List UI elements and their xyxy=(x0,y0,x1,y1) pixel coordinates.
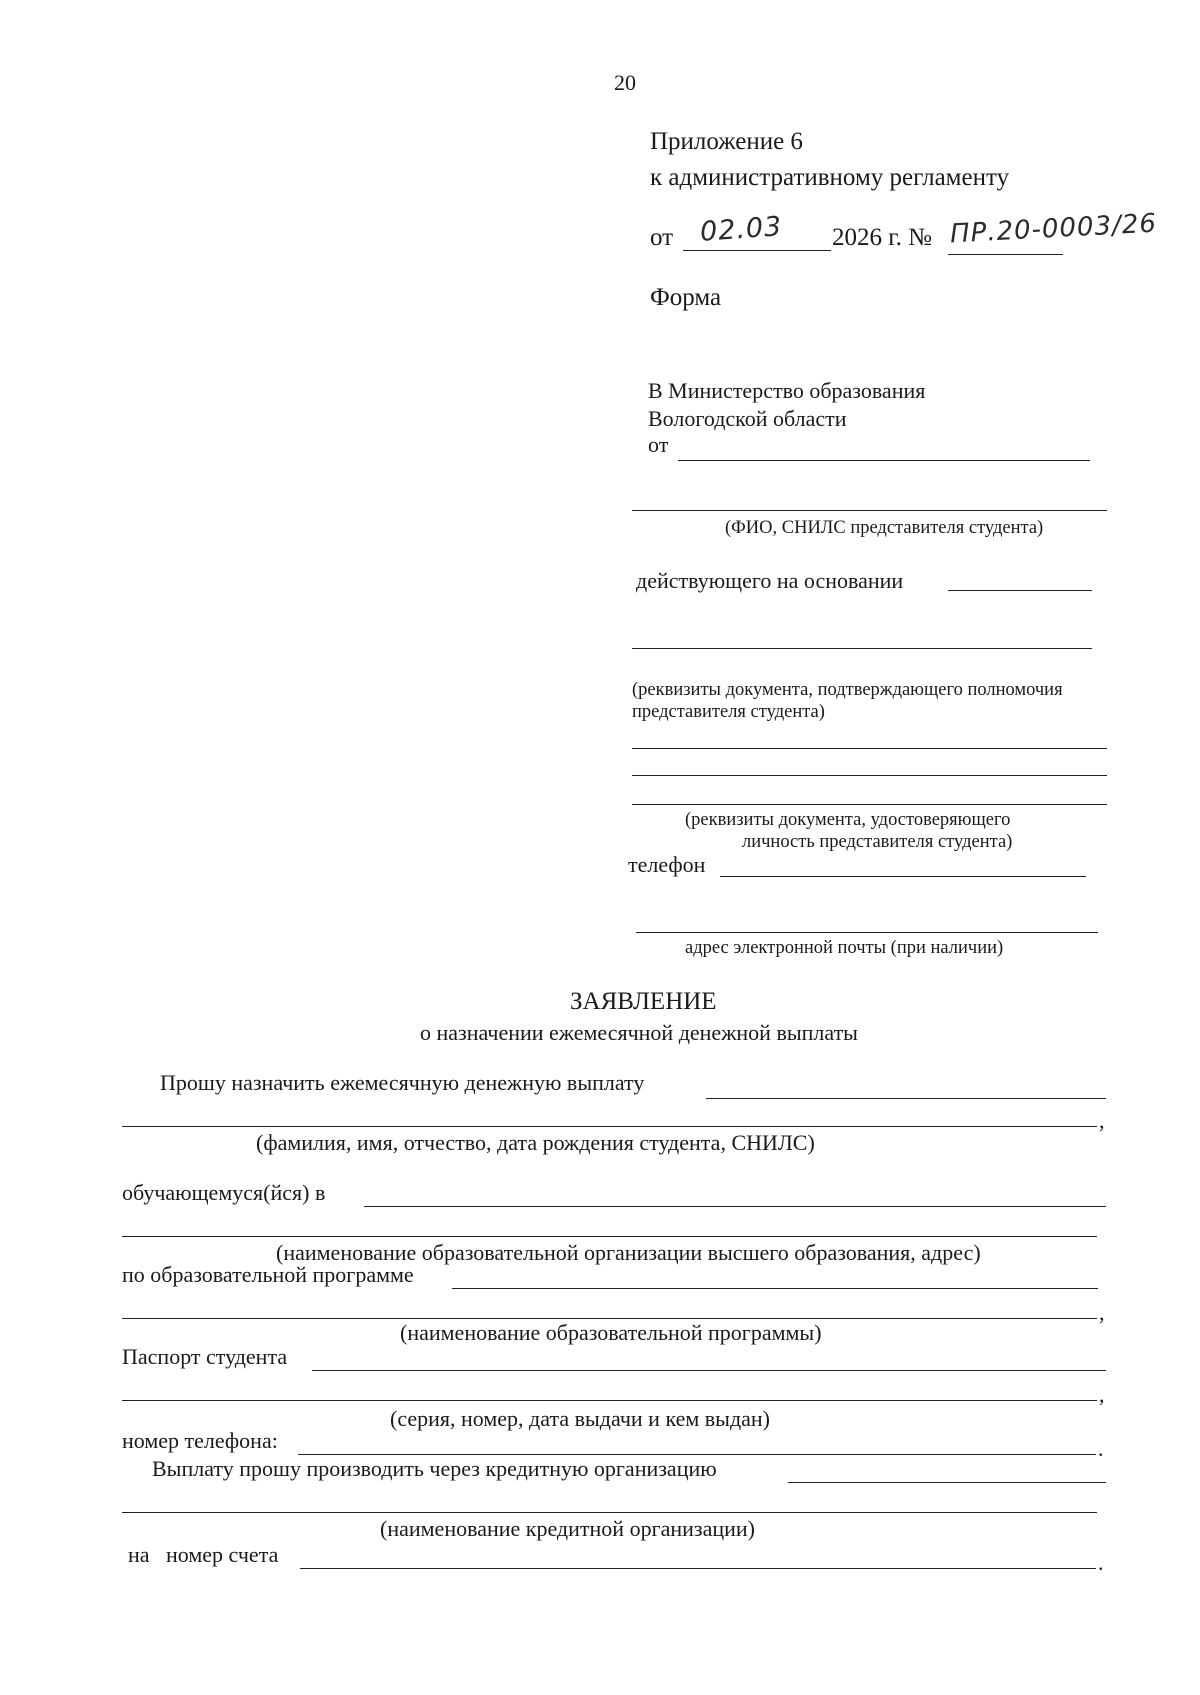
credit-org-line-1 xyxy=(788,1482,1106,1483)
phone-line xyxy=(720,876,1086,877)
payment-text: Выплату прошу производить через кредитную организацию xyxy=(152,1456,717,1481)
phone-label: телефон xyxy=(628,852,706,877)
identity-doc-line-2 xyxy=(632,775,1107,776)
credit-org-caption: (наименование кредитной организации) xyxy=(380,1516,755,1541)
acting-basis-label: действующего на основании xyxy=(636,568,904,593)
program-line-2 xyxy=(122,1318,1097,1319)
organization-caption: (наименование образовательной организации высшего образования, адрес) xyxy=(276,1240,981,1265)
date-field-line xyxy=(683,250,831,251)
period-2: . xyxy=(1098,1550,1104,1575)
student-line-1 xyxy=(706,1098,1106,1099)
date-prefix: от xyxy=(650,224,674,251)
passport-line-1 xyxy=(312,1370,1106,1371)
credit-org-line-2 xyxy=(122,1512,1097,1513)
application-title: ЗАЯВЛЕНИЕ xyxy=(570,988,717,1015)
account-number-label: номер счета xyxy=(166,1542,279,1567)
application-subtitle: о назначении ежемесячной денежной выплаты xyxy=(420,1020,858,1045)
account-number-line xyxy=(300,1568,1096,1569)
identity-doc-line-1 xyxy=(632,748,1107,749)
identity-caption-1: (реквизиты документа, удостоверяющего xyxy=(685,810,1011,830)
applicant-name-line-1 xyxy=(678,460,1090,461)
number-field-line xyxy=(948,254,1063,255)
email-caption: адрес электронной почты (при наличии) xyxy=(685,938,1004,958)
addressee-line-2: Вологодской области xyxy=(648,406,847,431)
acting-basis-line xyxy=(948,590,1092,591)
request-text: Прошу назначить ежемесячную денежную выплату xyxy=(160,1070,645,1095)
student-line-2 xyxy=(122,1126,1097,1127)
handwritten-date: 02.03 xyxy=(699,211,784,248)
year-number-label: 2026 г. № xyxy=(832,224,933,251)
account-on-label: на xyxy=(128,1542,150,1567)
identity-caption-2: личность представителя студента) xyxy=(742,832,1013,852)
applicant-name-line-2 xyxy=(632,510,1107,511)
student-caption: (фамилия, имя, отчество, дата рождения студента, СНИЛС) xyxy=(256,1130,815,1155)
comma-2: , xyxy=(1099,1300,1105,1325)
program-label: по образовательной программе xyxy=(122,1262,414,1287)
comma-3: , xyxy=(1099,1382,1105,1407)
comma-1: , xyxy=(1099,1108,1105,1133)
form-label: Форма xyxy=(650,284,722,311)
organization-line-2 xyxy=(122,1236,1097,1237)
passport-caption: (серия, номер, дата выдачи и кем выдан) xyxy=(390,1406,771,1431)
regulation-reference: к административному регламенту xyxy=(650,164,1010,191)
organization-line-1 xyxy=(364,1206,1106,1207)
applicant-caption: (ФИО, СНИЛС представителя студента) xyxy=(725,518,1044,538)
student-phone-line xyxy=(298,1454,1096,1455)
page-number: 20 xyxy=(614,70,636,95)
program-line-1 xyxy=(452,1288,1098,1289)
handwritten-number: ПР.20-0003/26 xyxy=(949,208,1158,250)
identity-doc-line-3 xyxy=(632,804,1107,805)
from-label: от xyxy=(648,432,669,457)
passport-label: Паспорт студента xyxy=(122,1344,288,1369)
period-1: . xyxy=(1098,1436,1104,1461)
student-phone-label: номер телефона: xyxy=(122,1428,278,1453)
studying-label: обучающемуся(йся) в xyxy=(122,1180,326,1205)
email-line xyxy=(636,932,1098,933)
appendix-title: Приложение 6 xyxy=(650,128,803,155)
authority-caption-1: (реквизиты документа, подтверждающего полномочия xyxy=(632,680,1063,700)
authority-doc-line xyxy=(632,648,1092,649)
addressee-line-1: В Министерство образования xyxy=(648,378,926,403)
authority-caption-2: представителя студента) xyxy=(632,702,825,722)
program-caption: (наименование образовательной программы) xyxy=(400,1320,822,1345)
passport-line-2 xyxy=(122,1400,1097,1401)
